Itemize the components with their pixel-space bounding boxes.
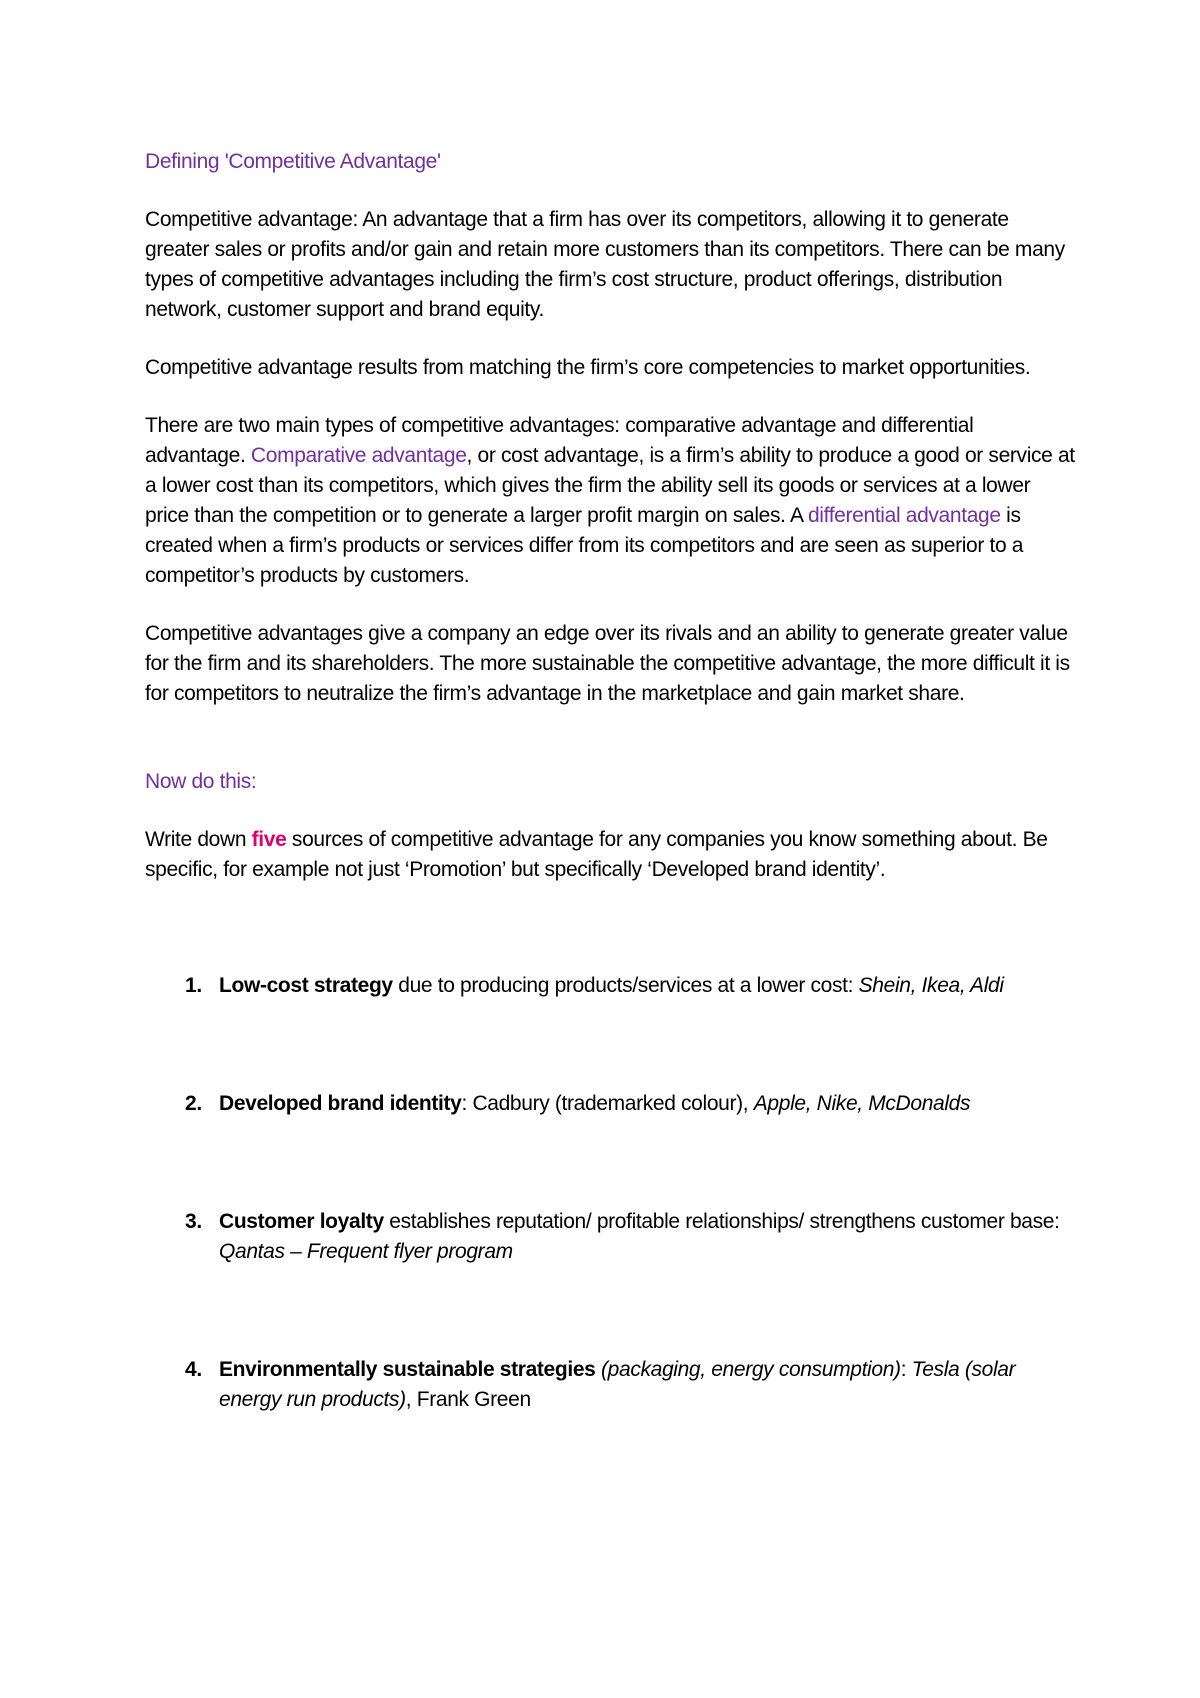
comparative-advantage-term: Comparative advantage <box>250 444 467 467</box>
types-text-1: There are two main types of competitive advantages: comparative advantage and differential advantage. <box>145 414 974 467</box>
item-text: : Cadbury (trademarked colour), <box>461 1092 754 1115</box>
spacer <box>145 737 1075 767</box>
document-body <box>145 147 1075 1415</box>
list-number: 1. <box>185 974 202 997</box>
item-term: Low-cost strategy <box>219 974 393 997</box>
list-item <box>145 1207 1075 1267</box>
list-item <box>145 1089 1075 1119</box>
page-title: Defining 'Competitive Advantage' <box>145 150 441 173</box>
task-highlight: five <box>251 828 287 851</box>
item-text: establishes reputation/ profitable relationships/ strengthens customer base: <box>383 1210 1060 1233</box>
item-examples: Shein, Ikea, Aldi <box>858 974 1004 997</box>
task-text-1: Write down <box>145 828 252 851</box>
core-competencies-paragraph: Competitive advantage results from matching the firm’s core competencies to market opportunities. <box>145 356 1031 379</box>
list-item <box>145 971 1075 1001</box>
list-number: 2. <box>185 1092 202 1115</box>
list-number: 3. <box>185 1210 202 1233</box>
types-paragraph <box>145 411 1075 591</box>
list-number: 4. <box>185 1358 202 1381</box>
item-text-2: : <box>900 1358 912 1381</box>
definition-paragraph: Competitive advantage: An advantage that a firm has over its competitors, allowing it to generate greater sales or profits and/or gain and retain more customers than its competitors. There can be many types of competitive advantages including the firm’s cost structure, product offerings, distribution network, customer support and brand equity. <box>145 208 1065 321</box>
differential-advantage-term: differential advantage <box>807 504 1001 527</box>
list-item <box>145 1355 1075 1415</box>
item-examples: (packaging, energy consumption) <box>601 1358 901 1381</box>
item-examples-2: Tesla (solar energy run products) <box>219 1358 1016 1411</box>
item-term: Customer loyalty <box>219 1210 384 1233</box>
task-instructions <box>145 825 1075 885</box>
sustainability-paragraph: Competitive advantages give a company an edge over its rivals and an ability to generate greater value for the firm and its shareholders. The more sustainable the competitive advantage, the more difficult it is for competitors to neutralize the firm’s advantage in the marketplace and gain market share. <box>145 622 1070 705</box>
task-text-2: sources of competitive advantage for any companies you know something about. Be specific, for example not just ‘Promotion’ but specifically ‘Developed brand identity’. <box>145 828 1048 881</box>
item-text: due to producing products/services at a lower cost: <box>392 974 859 997</box>
item-term: Developed brand identity <box>219 1092 462 1115</box>
item-text-3: , Frank Green <box>405 1388 531 1411</box>
item-examples: Apple, Nike, McDonalds <box>753 1092 971 1115</box>
item-term: Environmentally sustainable strategies <box>219 1358 596 1381</box>
task-heading: Now do this: <box>145 770 257 793</box>
item-examples: Qantas – Frequent flyer program <box>219 1240 513 1263</box>
types-text-2: , or cost advantage, is a firm’s ability to produce a good or service at a lower cost than its competitors, which gives the firm the ability sell its goods or services at a lower price than the competition or to generate a larger profit margin on sales. A <box>145 444 1075 527</box>
answer-list <box>145 971 1075 1415</box>
types-text-3: is created when a firm’s products or services differ from its competitors and are seen as superior to a competitor’s products by customers. <box>145 504 1024 587</box>
